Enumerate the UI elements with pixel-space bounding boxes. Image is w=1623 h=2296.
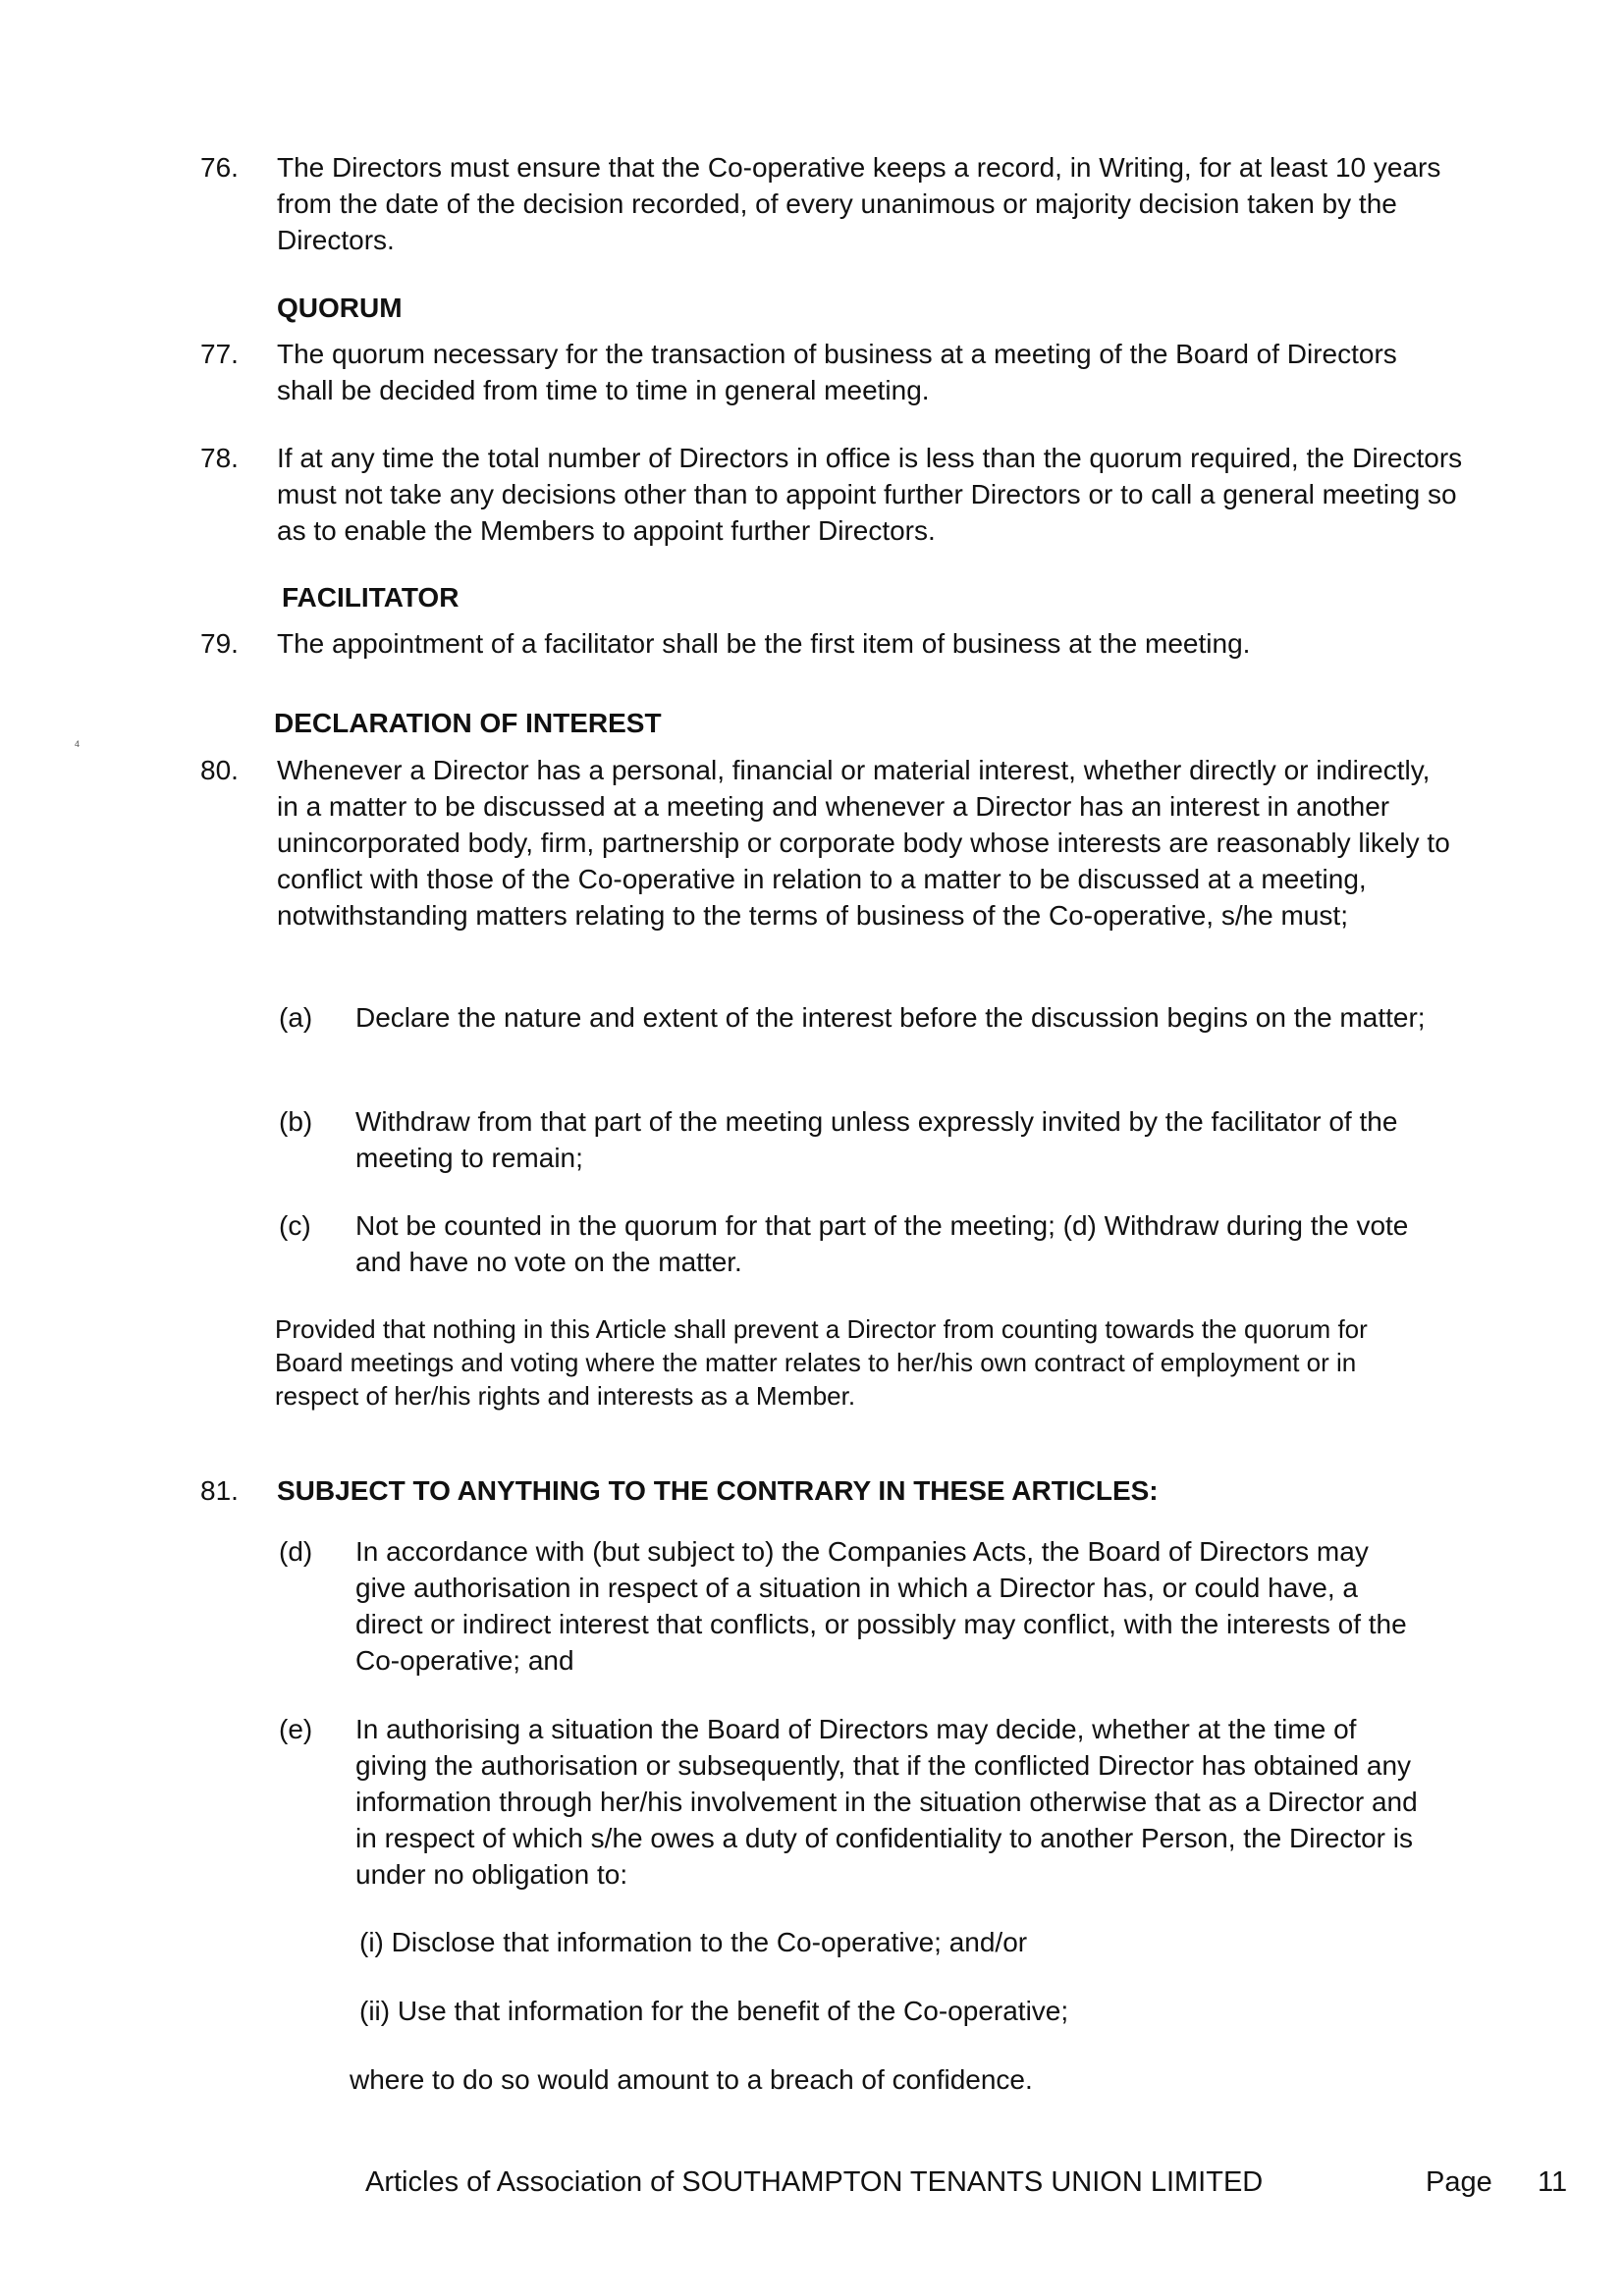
page-marker: 4: [75, 739, 81, 749]
list-item-label: (b): [279, 1106, 313, 1137]
paragraph-number: 79.: [200, 628, 239, 659]
paragraph-number: 77.: [200, 339, 239, 369]
sub-item-text: (ii) Use that information for the benefit of the Co-operative;: [359, 1996, 1069, 2026]
list-item-text: In authorising a situation the Board of Directors may decide, whether at the time of giving the authorisation or subsequently, that if the conflicted Director has obtained any information through her/his involvement in the situation otherwise that as a Director and in respect of which s/he owes a duty of confidentiality to another Person, the Director is under no obligation to:: [355, 1714, 1418, 1890]
declaration-heading: DECLARATION OF INTEREST: [274, 708, 662, 738]
quorum-heading: QUORUM: [277, 293, 403, 323]
paragraph-77-text: The quorum necessary for the transaction of business at a meeting of the Board of Directors shall be decided from time to time in general meeting.: [277, 339, 1397, 405]
proviso-text: Provided that nothing in this Article shall prevent a Director from counting towards the quorum for Board meetings and voting where the matter relates to her/his own contract of employment or in respect of her/his rights and interests as a Member.: [275, 1314, 1368, 1411]
paragraph-76-text: The Directors must ensure that the Co-operative keeps a record, in Writing, for at least 10 years from the date of the decision recorded, of every unanimous or majority decision taken by the Directors.: [277, 152, 1441, 255]
paragraph-number: 80.: [200, 755, 239, 785]
facilitator-heading: FACILITATOR: [282, 582, 460, 613]
list-item-label: (a): [279, 1002, 313, 1033]
list-item-text: Declare the nature and extent of the interest before the discussion begins on the matter;: [355, 1002, 1426, 1033]
paragraph-number: 78.: [200, 443, 239, 473]
footer-title: Articles of Association of SOUTHAMPTON TENANTS UNION LIMITED: [365, 2166, 1264, 2198]
list-item-label: (c): [279, 1210, 311, 1241]
list-item-text: Not be counted in the quorum for that part of the meeting; (d) Withdraw during the vote and have no vote on the matter.: [355, 1210, 1409, 1277]
list-item-text: In accordance with (but subject to) the Companies Acts, the Board of Directors may give authorisation in respect of a situation in which a Director has, or could have, a direct or indirect interest that conflicts, or possibly may conflict, with the interests of the Co-operative; and: [355, 1536, 1407, 1676]
footer-page-number: 11: [1538, 2166, 1568, 2198]
paragraph-number: 81.: [200, 1475, 239, 1506]
list-item-text: Withdraw from that part of the meeting unless expressly invited by the facilitator of the meeting to remain;: [355, 1106, 1398, 1173]
list-item-label: (d): [279, 1536, 313, 1567]
paragraph-number: 76.: [200, 152, 239, 183]
paragraph-78-text: If at any time the total number of Directors in office is less than the quorum required, the Directors must not take any decisions other than to appoint further Directors or to call a general meeting so as to enable the Members to appoint further Directors.: [277, 443, 1463, 546]
paragraph-79-text: The appointment of a facilitator shall be the first item of business at the meeting.: [277, 628, 1251, 659]
paragraph-80-text: Whenever a Director has a personal, financial or material interest, whether directly or indirectly, in a matter to be discussed at a meeting and whenever a Director has an interest in another unincorporated body, firm, partnership or corporate body whose interests are reasonably likely to conflict with those of the Co-operative in relation to a matter to be discussed at a meeting, notwithstanding matters relating to the terms of business of the Co-operative, s/he must;: [277, 755, 1450, 931]
footer-page-label: Page: [1426, 2166, 1492, 2198]
sub-item-text: (i) Disclose that information to the Co-operative; and/or: [359, 1927, 1028, 1957]
paragraph-81-heading: SUBJECT TO ANYTHING TO THE CONTRARY IN THESE ARTICLES:: [277, 1475, 1159, 1506]
list-item-label: (e): [279, 1714, 313, 1744]
closing-text: where to do so would amount to a breach of confidence.: [350, 2064, 1033, 2095]
